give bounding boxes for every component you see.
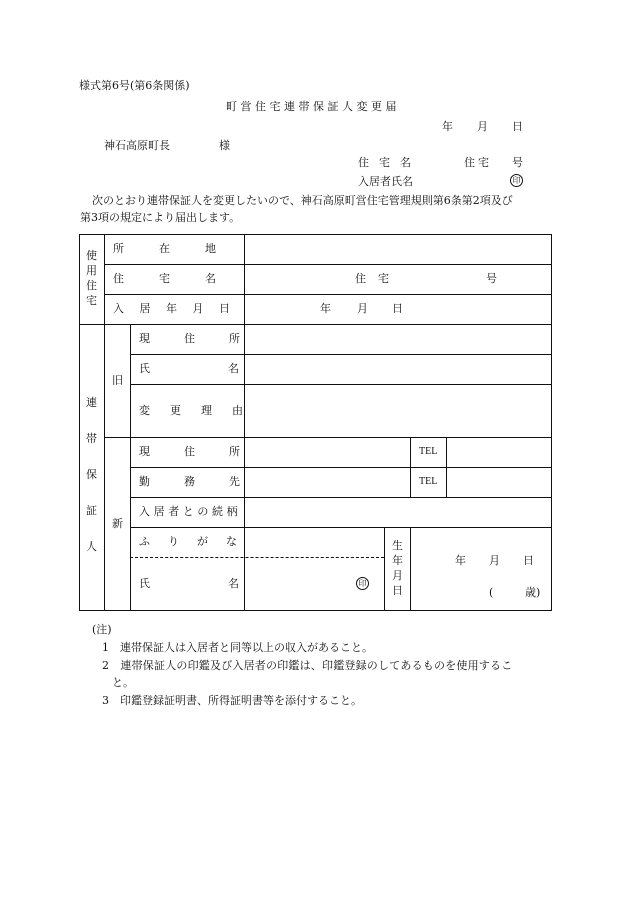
table-hline — [104, 437, 552, 438]
housing-name-value: 住宅 — [355, 272, 401, 285]
table-hline — [130, 527, 552, 528]
age-close: 歳) — [525, 586, 541, 599]
applicant-housing-number: 号 — [512, 156, 523, 169]
addressee-name: 神石高原町長 — [104, 139, 170, 152]
note-3: 3 印鑑登録証明書、所得証明書等を添付すること。 — [102, 694, 362, 707]
location-value[interactable] — [246, 236, 550, 263]
location-label: 所在地 — [113, 242, 251, 255]
notes-heading: (注) — [92, 623, 112, 636]
applicant-resident-label: 入居者氏名 — [358, 175, 413, 188]
tel-label: TEL — [419, 476, 438, 487]
move-in-label: 入居年月日 — [113, 302, 246, 315]
relationship-label: 入居者との続柄 — [139, 505, 242, 518]
table-vline — [244, 234, 245, 611]
table-vline — [384, 527, 385, 611]
move-in-year: 年 — [320, 302, 331, 315]
change-reason-label: 変更理由 — [139, 404, 263, 417]
new-name-label: 氏名 — [139, 577, 317, 590]
intro-line-2: 第3項の規定により届出します。 — [80, 211, 241, 224]
table-hline — [104, 264, 552, 265]
new-label: 新 — [112, 517, 123, 530]
date-month: 月 — [477, 120, 488, 133]
form-number: 様式第6号(第6条関係) — [79, 79, 190, 92]
intro-line-1: 次のとおり連帯保証人を変更したいので、神石高原町営住宅管理規則第6条第2項及び — [92, 194, 513, 207]
form-title: 町営住宅連帯保証人変更届 — [226, 100, 400, 113]
move-in-month: 月 — [357, 302, 368, 315]
workplace-label: 勤務先 — [139, 475, 274, 488]
birth-month: 月 — [489, 554, 500, 567]
birth-day: 日 — [523, 554, 534, 567]
section-housing-label: 使用住宅 — [86, 249, 97, 307]
table-hline — [130, 497, 552, 498]
table-hline — [104, 294, 552, 295]
furigana-divider — [130, 557, 384, 558]
table-hline — [130, 384, 552, 385]
applicant-seal-icon: 印 — [510, 174, 523, 187]
birth-year: 年 — [455, 554, 466, 567]
date-year: 年 — [442, 120, 453, 133]
furigana-label: ふりがな — [139, 535, 255, 548]
addressee-honorific: 様 — [219, 139, 230, 152]
date-day: 日 — [512, 120, 523, 133]
old-label: 旧 — [112, 374, 123, 387]
section-guarantor-label: 連帯保証人 — [86, 396, 97, 553]
move-in-day: 日 — [392, 302, 403, 315]
table-hline — [130, 467, 552, 468]
table-vline — [410, 527, 411, 611]
new-address-label: 現住所 — [139, 445, 274, 458]
table-hline — [79, 324, 552, 325]
old-address-label: 現住所 — [139, 332, 274, 345]
applicant-housing-label: 住宅名 — [358, 156, 421, 169]
housing-name-number: 号 — [486, 272, 497, 285]
table-vline — [104, 234, 105, 611]
tel-label: TEL — [419, 446, 438, 457]
birth-label: 生年月日 — [392, 539, 403, 597]
old-name-label: 氏名 — [139, 362, 317, 375]
age-open: ( — [489, 586, 494, 599]
note-2a: 2 連帯保証人の印鑑及び入居者の印鑑は、印鑑登録のしてあるものを使用するこ — [102, 659, 513, 672]
note-2b: と。 — [112, 676, 134, 689]
applicant-housing-value: 住宅 — [464, 156, 492, 169]
application-table — [79, 234, 552, 611]
table-hline — [130, 354, 552, 355]
note-1: 1 連帯保証人は入居者と同等以上の収入があること。 — [102, 641, 373, 654]
guarantor-seal-icon: 印 — [356, 577, 369, 590]
housing-name-label: 住宅名 — [113, 272, 251, 285]
